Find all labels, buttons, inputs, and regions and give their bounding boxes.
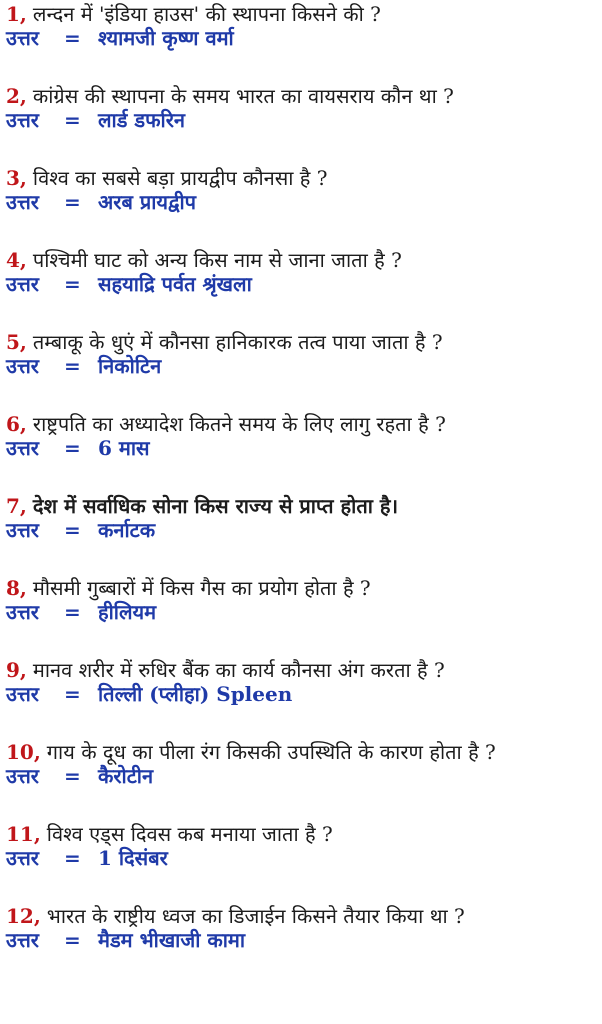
question-number: 8, — [6, 576, 27, 600]
answer-label: उत्तर — [6, 764, 39, 788]
answer-text: 6 मास — [98, 436, 150, 460]
question-number: 12, — [6, 904, 41, 928]
question-number: 4, — [6, 248, 27, 272]
answer — [6, 108, 594, 132]
equals-sign: = — [64, 354, 81, 378]
equals-sign: = — [64, 272, 81, 296]
question-text: राष्ट्रपति का अध्यादेश कितने समय के लिए लागु रहता है ? — [32, 412, 446, 436]
equals-sign: = — [64, 928, 81, 952]
qa-item-8 — [6, 576, 594, 624]
answer-text: कैरोटीन — [98, 764, 154, 788]
answer — [6, 928, 594, 952]
answer — [6, 272, 594, 296]
qa-item-9 — [6, 658, 594, 706]
question-text: मौसमी गुब्बारों में किस गैस का प्रयोग होता है ? — [32, 576, 371, 600]
question — [6, 248, 594, 272]
answer-label: उत्तर — [6, 190, 39, 214]
question-text: भारत के राष्ट्रीय ध्वज का डिजाईन किसने तैयार किया था ? — [46, 904, 465, 928]
answer-text: सहयाद्रि पर्वत श्रृंखला — [98, 272, 252, 296]
answer — [6, 190, 594, 214]
answer — [6, 518, 594, 542]
question — [6, 658, 594, 682]
question — [6, 84, 594, 108]
answer — [6, 682, 594, 706]
question-text: विश्व एड्स दिवस कब मनाया जाता है ? — [46, 822, 333, 846]
answer-label: उत्तर — [6, 354, 39, 378]
question-text: कांग्रेस की स्थापना के समय भारत का वायसराय कौन था ? — [32, 84, 454, 108]
equals-sign: = — [64, 26, 81, 50]
question — [6, 822, 594, 846]
equals-sign: = — [64, 108, 81, 132]
question — [6, 166, 594, 190]
qa-item-7 — [6, 494, 594, 542]
qa-item-1 — [6, 2, 594, 50]
answer-label: उत्तर — [6, 26, 39, 50]
answer-text: तिल्ली (प्लीहा) Spleen — [98, 682, 293, 706]
answer-label: उत्तर — [6, 846, 39, 870]
question-number: 3, — [6, 166, 27, 190]
equals-sign: = — [64, 190, 81, 214]
qa-item-11 — [6, 822, 594, 870]
question — [6, 494, 594, 518]
answer-text: 1 दिसंबर — [98, 846, 168, 870]
question-number: 5, — [6, 330, 27, 354]
answer — [6, 846, 594, 870]
answer-label: उत्तर — [6, 108, 39, 132]
question — [6, 330, 594, 354]
answer-label: उत्तर — [6, 682, 39, 706]
qa-item-4 — [6, 248, 594, 296]
qa-item-3 — [6, 166, 594, 214]
question-text: देश में सर्वाधिक सोना किस राज्य से प्राप्त होता है। — [32, 494, 399, 518]
question — [6, 740, 594, 764]
question-number: 7, — [6, 494, 27, 518]
answer-text: मैडम भीखाजी कामा — [98, 928, 246, 952]
question-text: गाय के दूध का पीला रंग किसकी उपस्थिति के कारण होता है ? — [46, 740, 496, 764]
answer-text: लार्ड डफरिन — [98, 108, 185, 132]
qa-item-10 — [6, 740, 594, 788]
question-number: 2, — [6, 84, 27, 108]
answer-label: उत्तर — [6, 436, 39, 460]
question-text: विश्व का सबसे बड़ा प्रायद्वीप कौनसा है ? — [32, 166, 328, 190]
qa-item-6 — [6, 412, 594, 460]
question-number: 9, — [6, 658, 27, 682]
answer-text: अरब प्रायद्वीप — [98, 190, 197, 214]
question-number: 6, — [6, 412, 27, 436]
equals-sign: = — [64, 436, 81, 460]
question-number: 10, — [6, 740, 41, 764]
question-text: तम्बाकू के धुएं में कौनसा हानिकारक तत्व पाया जाता है ? — [32, 330, 443, 354]
equals-sign: = — [64, 682, 81, 706]
question — [6, 576, 594, 600]
answer — [6, 600, 594, 624]
answer-label: उत्तर — [6, 272, 39, 296]
answer-label: उत्तर — [6, 600, 39, 624]
qa-item-2 — [6, 84, 594, 132]
answer — [6, 436, 594, 460]
equals-sign: = — [64, 600, 81, 624]
answer-text: कर्नाटक — [98, 518, 156, 542]
question-text: मानव शरीर में रुधिर बैंक का कार्य कौनसा अंग करता है ? — [32, 658, 445, 682]
equals-sign: = — [64, 764, 81, 788]
answer — [6, 354, 594, 378]
answer — [6, 26, 594, 50]
question — [6, 2, 594, 26]
qa-item-12 — [6, 904, 594, 952]
qa-item-5 — [6, 330, 594, 378]
answer-text: निकोटिन — [98, 354, 162, 378]
equals-sign: = — [64, 846, 81, 870]
question-text: पश्चिमी घाट को अन्य किस नाम से जाना जाता है ? — [32, 248, 402, 272]
answer-label: उत्तर — [6, 928, 39, 952]
question-text: लन्दन में 'इंडिया हाउस' की स्थापना किसने की ? — [32, 2, 381, 26]
answer-label: उत्तर — [6, 518, 39, 542]
question — [6, 904, 594, 928]
question — [6, 412, 594, 436]
answer-text: श्यामजी कृष्ण वर्मा — [98, 26, 234, 50]
question-number: 1, — [6, 2, 27, 26]
equals-sign: = — [64, 518, 81, 542]
question-number: 11, — [6, 822, 41, 846]
answer-text: हीलियम — [98, 600, 157, 624]
answer — [6, 764, 594, 788]
